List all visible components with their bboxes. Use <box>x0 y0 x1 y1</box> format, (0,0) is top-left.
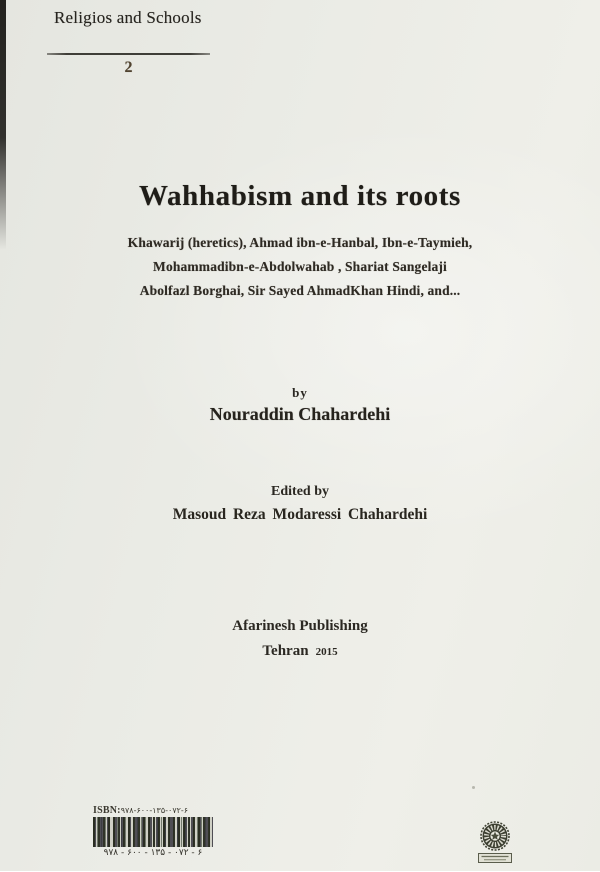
subtitle-line-3: Abolfazl Borghai, Sir Sayed AhmadKhan Hindi, and... <box>139 283 461 298</box>
publication-city: Tehran <box>262 643 309 659</box>
isbn-block <box>93 805 219 858</box>
isbn-label: ISBN: <box>93 805 121 816</box>
isbn-digits-bottom: ۹۷۸ - ۶۰۰ - ۱۳۵ - ۰۷۲ - ۶ <box>103 848 203 858</box>
series-number: 2 <box>124 59 133 76</box>
author-name: Nouraddin Chahardehi <box>209 404 391 424</box>
series-title: Religios and Schools <box>54 8 202 27</box>
publisher-name: Afarinesh Publishing <box>232 618 368 634</box>
book-subtitle <box>0 231 600 303</box>
publisher-emblem-icon <box>475 820 515 867</box>
isbn-barcode <box>93 817 213 847</box>
subtitle-line-2: Mohammadibn-e-Abdolwahab , Shariat Sangelaji <box>153 259 447 274</box>
book-title: Wahhabism and its roots <box>139 180 461 212</box>
publisher-emblem-svg <box>475 820 515 867</box>
publication-place-year <box>0 643 600 660</box>
scan-speck <box>472 786 475 789</box>
isbn-digits-top: ۹۷۸-۶۰۰-۱۳۵-۰۷۲-۶ <box>120 806 189 815</box>
isbn-number-line <box>93 805 219 816</box>
edited-by-label: Edited by <box>271 484 329 499</box>
by-label: by <box>292 385 308 400</box>
series-divider-line <box>47 53 210 55</box>
editor-name: Masoud Reza Modaressi Chahardehi <box>172 506 428 523</box>
subtitle-line-1: Khawarij (heretics), Ahmad ibn-e-Hanbal, Ibn-e-Taymieh, <box>127 235 473 250</box>
publication-year: 2015 <box>315 646 338 658</box>
